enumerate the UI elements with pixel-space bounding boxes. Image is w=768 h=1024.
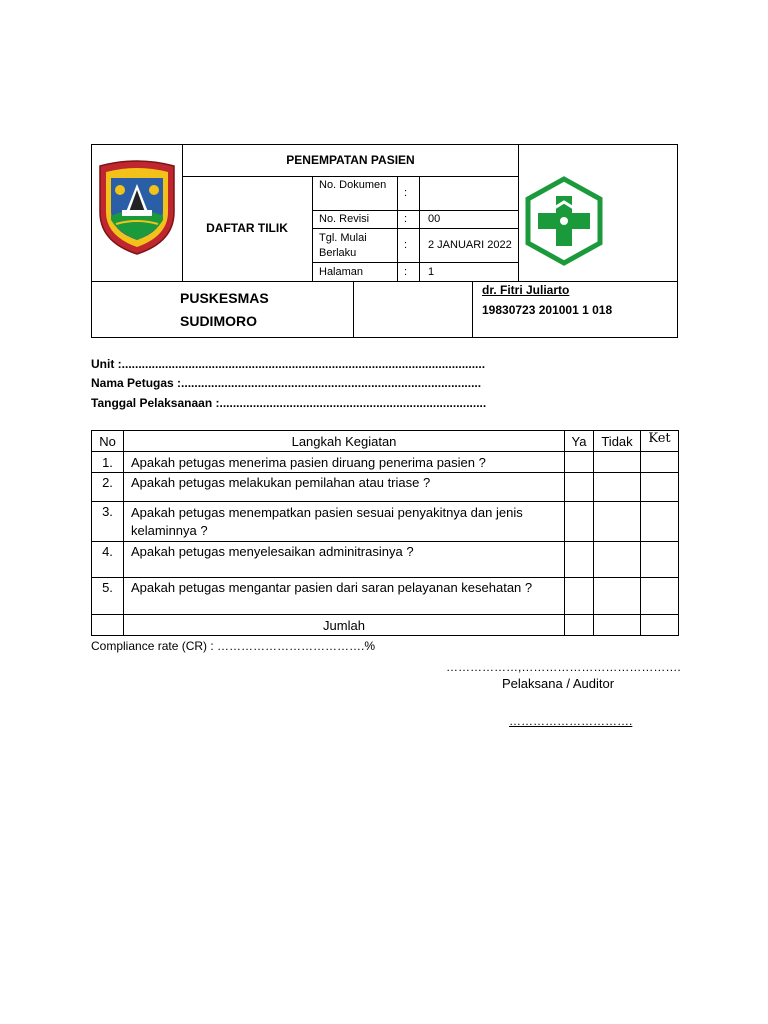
meta-value-tgl-mulai: 2 JANUARI 2022 bbox=[428, 239, 512, 251]
row-number: 3. bbox=[92, 502, 124, 542]
total-ya[interactable] bbox=[565, 615, 594, 636]
meta-value-no-revisi: 00 bbox=[428, 213, 441, 225]
row-text: Apakah petugas menempatkan pasien sesuai penyakitnya dan jenis kelaminnya ? bbox=[124, 502, 565, 542]
total-label: Jumlah bbox=[124, 615, 565, 636]
unit-field[interactable]: Unit :............................................................................................................. bbox=[91, 357, 486, 371]
cell-ya[interactable] bbox=[565, 578, 594, 615]
header-ya: Ya bbox=[565, 431, 594, 452]
total-ket[interactable] bbox=[641, 615, 679, 636]
meta-label-tgl-mulai: Tgl. Mulai Berlaku bbox=[319, 232, 367, 259]
row-text: Apakah petugas menerima pasien diruang penerima pasien ? bbox=[124, 452, 565, 473]
head-name: dr. Fitri Juliarto bbox=[482, 283, 570, 297]
meta-label-no-revisi: No. Revisi bbox=[319, 213, 370, 225]
org-name-line2: SUDIMORO bbox=[180, 313, 257, 329]
cell-ya[interactable] bbox=[565, 502, 594, 542]
row-number: 4. bbox=[92, 542, 124, 578]
cell-ket[interactable] bbox=[641, 542, 679, 578]
row-number: 1. bbox=[92, 452, 124, 473]
cell-ya[interactable] bbox=[565, 542, 594, 578]
header-tidak: Tidak bbox=[594, 431, 641, 452]
header-no: No bbox=[92, 431, 124, 452]
cell-tidak[interactable] bbox=[594, 578, 641, 615]
cell-ket[interactable] bbox=[641, 473, 679, 502]
tanggal-field[interactable]: Tanggal Pelaksanaan :................................................................................ bbox=[91, 396, 487, 410]
cell-tidak[interactable] bbox=[594, 502, 641, 542]
row-text: Apakah petugas menyelesaikan adminitrasinya ? bbox=[124, 542, 565, 578]
cell-ket[interactable] bbox=[641, 502, 679, 542]
divider bbox=[397, 176, 398, 282]
cell-ket[interactable] bbox=[641, 578, 679, 615]
petugas-field[interactable]: Nama Petugas :.......................................................................................... bbox=[91, 376, 482, 390]
table-row bbox=[92, 502, 679, 542]
meta-label-halaman: Halaman bbox=[319, 266, 364, 278]
cell-ket[interactable] bbox=[641, 452, 679, 473]
divider bbox=[353, 281, 354, 338]
table-row bbox=[92, 473, 679, 502]
regency-crest-icon bbox=[96, 160, 178, 256]
meta-label-no-dokumen: No. Dokumen bbox=[319, 179, 387, 191]
meta-value-halaman: 1 bbox=[428, 266, 435, 278]
cell-ya[interactable] bbox=[565, 473, 594, 502]
checklist-table bbox=[91, 430, 679, 636]
cell-tidak[interactable] bbox=[594, 473, 641, 502]
meta-sep: : bbox=[404, 266, 408, 278]
table-row bbox=[92, 452, 679, 473]
table-row bbox=[92, 578, 679, 615]
total-empty bbox=[92, 615, 124, 636]
divider bbox=[312, 228, 519, 229]
total-tidak[interactable] bbox=[594, 615, 641, 636]
row-text: Apakah petugas melakukan pemilahan atau triase ? bbox=[124, 473, 565, 502]
auditor-role: Pelaksana / Auditor bbox=[502, 676, 615, 691]
table-row bbox=[92, 542, 679, 578]
header-step: Langkah Kegiatan bbox=[124, 431, 565, 452]
meta-sep: : bbox=[404, 239, 408, 251]
cell-tidak[interactable] bbox=[594, 452, 641, 473]
meta-sep: : bbox=[404, 213, 408, 225]
document-title: PENEMPATAN PASIEN bbox=[286, 153, 415, 167]
divider bbox=[419, 176, 420, 282]
signature-line: …………………………. bbox=[509, 714, 633, 728]
compliance-rate: Compliance rate (CR) : ……………………………….% bbox=[91, 639, 376, 653]
cell-tidak[interactable] bbox=[594, 542, 641, 578]
header-ket: Ket bbox=[641, 431, 679, 452]
divider bbox=[312, 262, 519, 263]
cell-ya[interactable] bbox=[565, 452, 594, 473]
table-header-row bbox=[92, 431, 679, 452]
table-total-row bbox=[92, 615, 679, 636]
row-text: Apakah petugas mengantar pasien dari saran pelayanan kesehatan ? bbox=[124, 578, 565, 615]
place-date-line: ………………,…………………………………. bbox=[446, 660, 681, 674]
divider bbox=[312, 176, 313, 282]
org-name-line1: PUSKESMAS bbox=[180, 290, 269, 306]
divider bbox=[472, 281, 473, 338]
meta-sep: : bbox=[404, 187, 408, 199]
divider bbox=[182, 176, 519, 177]
row-number: 2. bbox=[92, 473, 124, 502]
divider bbox=[312, 210, 519, 211]
row-number: 5. bbox=[92, 578, 124, 615]
puskesmas-logo-icon bbox=[524, 176, 604, 266]
document-type: DAFTAR TILIK bbox=[206, 221, 288, 235]
head-nip: 19830723 201001 1 018 bbox=[482, 303, 613, 317]
